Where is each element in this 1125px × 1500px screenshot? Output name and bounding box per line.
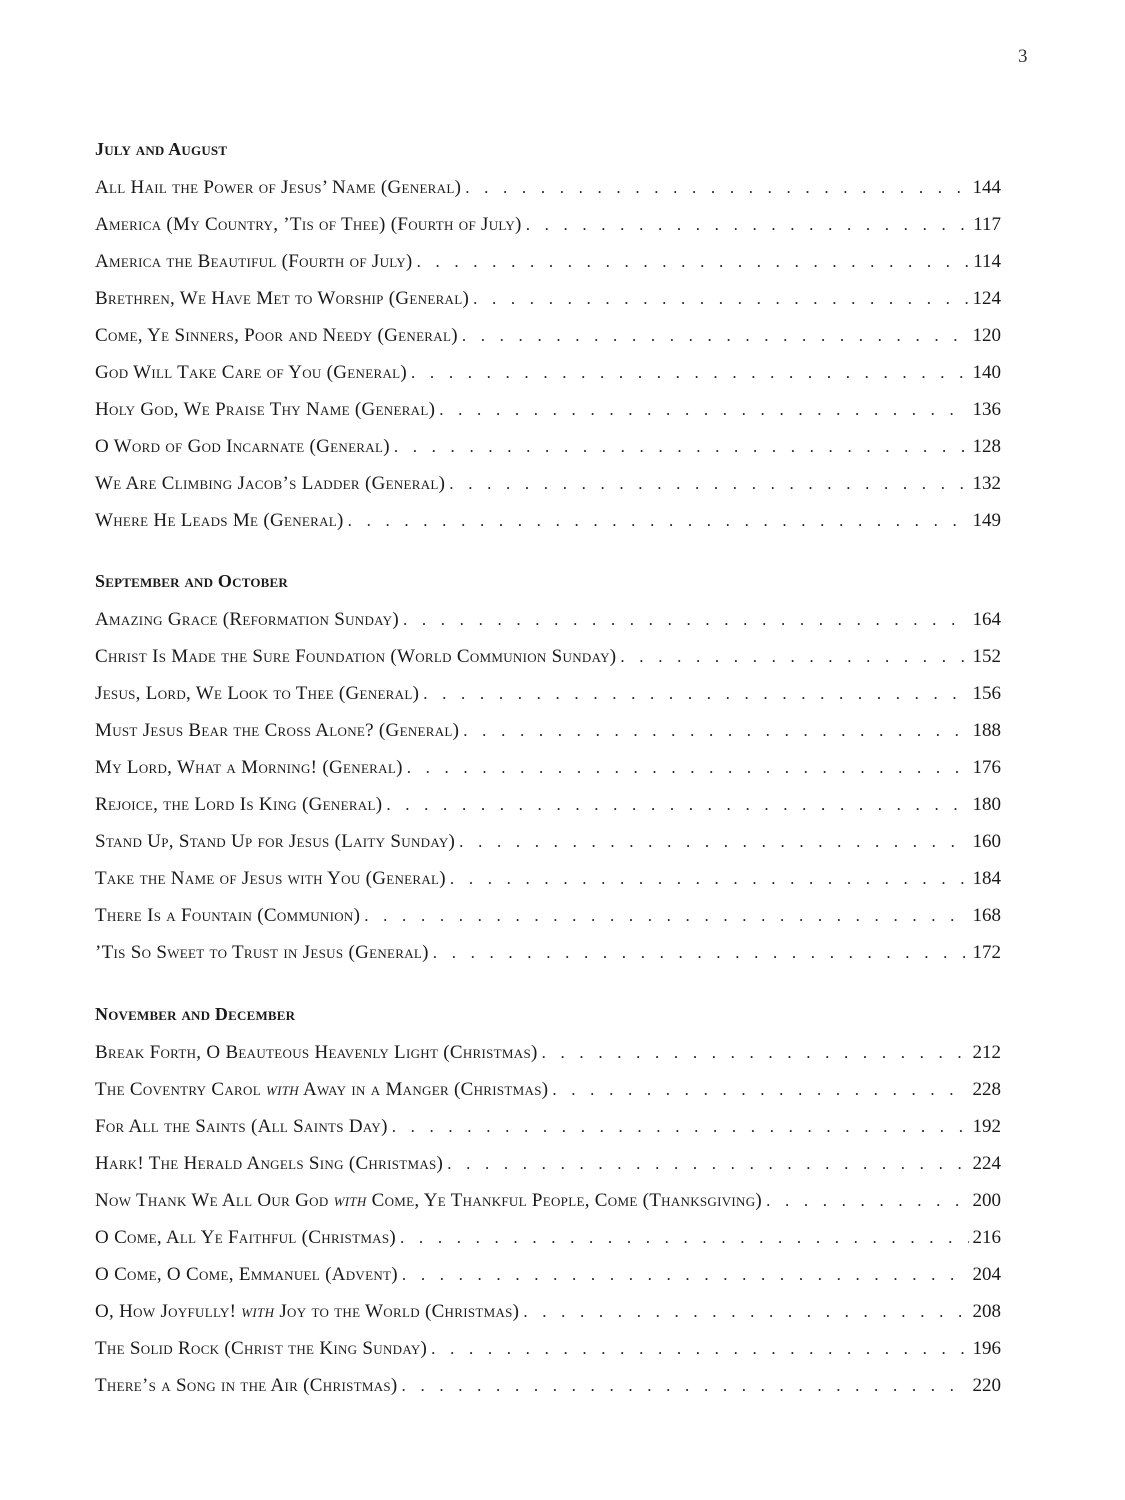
entry-title: [95, 753, 403, 783]
entry-page-number: 184: [972, 868, 1001, 889]
entry-title: [95, 321, 458, 351]
title-part: Stand Up, Stand Up for Jesus (Laity Sunday): [95, 831, 456, 852]
toc-entry: [95, 395, 1001, 432]
entry-list: [95, 173, 1001, 543]
entry-title: [95, 605, 399, 635]
entry-page-number: 144: [972, 177, 1001, 198]
title-part: We Are Climbing Jacob’s Ladder (General): [95, 473, 446, 494]
section-november-december: [95, 1001, 1001, 1408]
entry-title: [95, 1334, 427, 1364]
title-part: There’s a Song in the Air (Christmas): [95, 1375, 398, 1396]
section-heading: September and October: [95, 571, 288, 591]
toc-entry: [95, 321, 1001, 358]
title-part: Brethren, We Have Met to Worship (General): [95, 288, 470, 309]
entry-page-number: 152: [972, 646, 1001, 667]
entry-title: [95, 1297, 519, 1327]
dot-leader: [433, 938, 969, 968]
title-part: O Come, All Ye Faithful (Christmas): [95, 1227, 397, 1248]
entry-page-number: 216: [972, 1227, 1001, 1248]
toc-entry: [95, 210, 1001, 247]
title-part: Come, Ye Sinners, Poor and Needy (General): [95, 325, 458, 346]
dot-leader: [463, 716, 968, 746]
toc-entry: [95, 247, 1001, 284]
section-heading: July and August: [95, 139, 228, 159]
toc-entry: [95, 358, 1001, 395]
entry-title: [95, 642, 616, 672]
entry-page-number: 120: [972, 325, 1001, 346]
entry-page-number: 224: [972, 1153, 1001, 1174]
title-part: For All the Saints (All Saints Day): [95, 1116, 388, 1137]
entry-title: [95, 247, 413, 277]
title-part: All Hail the Power of Jesus’ Name (General): [95, 177, 462, 198]
dot-leader: [473, 284, 968, 314]
entry-list: [95, 1038, 1001, 1408]
toc-entry: [95, 1334, 1001, 1371]
entry-page-number: 164: [972, 609, 1001, 630]
toc-entry: [95, 605, 1001, 642]
entry-page-number: 149: [972, 510, 1001, 531]
toc-entry: [95, 469, 1001, 506]
entry-title: [95, 1260, 398, 1290]
entry-title: [95, 1149, 443, 1179]
with-connector: with: [333, 1190, 367, 1211]
entry-page-number: 228: [972, 1079, 1001, 1100]
title-part: There Is a Fountain (Communion): [95, 905, 361, 926]
entry-page-number: 176: [972, 757, 1001, 778]
title-part: Hark! The Herald Angels Sing (Christmas): [95, 1153, 444, 1174]
title-part: Where He Leads Me (General): [95, 510, 344, 531]
title-part: God Will Take Care of You (General): [95, 362, 408, 383]
entry-title: [95, 1186, 762, 1216]
entry-title: [95, 716, 459, 746]
toc-entry: [95, 679, 1001, 716]
dot-leader: [400, 1223, 968, 1253]
dot-leader: [423, 679, 968, 709]
toc-entry: [95, 1371, 1001, 1408]
dot-leader: [364, 901, 968, 931]
dot-leader: [620, 642, 968, 672]
dot-leader: [439, 395, 968, 425]
entry-title: [95, 679, 419, 709]
toc-entry: [95, 1112, 1001, 1149]
title-part: Holy God, We Praise Thy Name (General): [95, 399, 436, 420]
page-number: 3: [1018, 46, 1028, 67]
toc-entry: [95, 938, 1001, 975]
title-part: The Solid Rock (Christ the King Sunday): [95, 1338, 428, 1359]
title-part: Away in a Manger (Christmas): [299, 1079, 549, 1100]
entry-page-number: 172: [972, 942, 1001, 963]
toc-entry: [95, 1186, 1001, 1223]
dot-leader: [348, 506, 969, 536]
dot-leader: [447, 1149, 968, 1179]
dot-leader: [459, 827, 968, 857]
dot-leader: [450, 864, 969, 894]
title-part: The Coventry Carol: [95, 1079, 267, 1100]
entry-title: [95, 790, 382, 820]
toc-entry: [95, 753, 1001, 790]
dot-leader: [407, 753, 969, 783]
toc-entry: [95, 716, 1001, 753]
toc-entry: [95, 864, 1001, 901]
entry-page-number: 204: [972, 1264, 1001, 1285]
toc-entry: [95, 642, 1001, 679]
dot-leader: [526, 210, 970, 240]
toc-entry: [95, 1260, 1001, 1297]
with-connector: with: [266, 1079, 299, 1100]
entry-title: [95, 1223, 396, 1253]
title-part: America the Beautiful (Fourth of July): [95, 251, 413, 272]
entry-page-number: 114: [973, 251, 1001, 272]
entry-title: [95, 284, 469, 314]
entry-title: [95, 358, 407, 388]
dot-leader: [542, 1038, 969, 1068]
entry-page-number: 180: [972, 794, 1001, 815]
entry-list: [95, 605, 1001, 975]
entry-title: [95, 901, 360, 931]
entry-title: [95, 864, 446, 894]
entry-title: [95, 1112, 388, 1142]
entry-title: [95, 432, 390, 462]
dot-leader: [552, 1075, 968, 1105]
dot-leader: [462, 321, 969, 351]
dot-leader: [766, 1186, 968, 1216]
dot-leader: [386, 790, 968, 820]
title-part: O Come, O Come, Emmanuel (Advent): [95, 1264, 398, 1285]
entry-page-number: 136: [972, 399, 1001, 420]
toc-entry: [95, 901, 1001, 938]
dot-leader: [523, 1297, 968, 1327]
toc-entry: [95, 1038, 1001, 1075]
entry-page-number: 200: [972, 1190, 1001, 1211]
toc-entry: [95, 790, 1001, 827]
entry-page-number: 128: [972, 436, 1001, 457]
title-part: Amazing Grace (Reformation Sunday): [95, 609, 399, 630]
dot-leader: [411, 358, 968, 388]
title-part: Christ Is Made the Sure Foundation (World Communion Sunday): [95, 646, 617, 667]
dot-leader: [402, 1371, 969, 1401]
toc-entry: [95, 173, 1001, 210]
entry-page-number: 140: [972, 362, 1001, 383]
title-part: O Word of God Incarnate (General): [95, 436, 390, 457]
toc-entry: [95, 1297, 1001, 1334]
entry-page-number: 132: [972, 473, 1001, 494]
toc-entry: [95, 1223, 1001, 1260]
dot-leader: [392, 1112, 969, 1142]
entry-page-number: 156: [972, 683, 1001, 704]
title-part: America (My Country, ’Tis of Thee) (Fourth of July): [95, 214, 522, 235]
entry-page-number: 160: [972, 831, 1001, 852]
entry-title: [95, 938, 429, 968]
toc-entry: [95, 1149, 1001, 1186]
title-part: My Lord, What a Morning! (General): [95, 757, 403, 778]
entry-title: [95, 210, 522, 240]
entry-page-number: 188: [972, 720, 1001, 741]
title-part: ’Tis So Sweet to Trust in Jesus (General): [95, 942, 429, 963]
title-part: Come, Ye Thankful People, Come (Thanksgiving): [366, 1190, 763, 1211]
entry-page-number: 212: [972, 1042, 1001, 1063]
entry-page-number: 117: [973, 214, 1001, 235]
entry-title: [95, 1075, 548, 1105]
entry-page-number: 124: [972, 288, 1001, 309]
section-july-august: [95, 136, 1001, 543]
toc-entry: [95, 432, 1001, 469]
toc-entry: [95, 284, 1001, 321]
dot-leader: [403, 605, 969, 635]
dot-leader: [417, 247, 970, 277]
entry-page-number: 192: [972, 1116, 1001, 1137]
dot-leader: [465, 173, 968, 203]
title-part: Now Thank We All Our God: [95, 1190, 334, 1211]
entry-title: [95, 173, 461, 203]
entry-title: [95, 827, 455, 857]
entry-title: [95, 1038, 538, 1068]
entry-title: [95, 506, 344, 536]
entry-title: [95, 395, 435, 425]
toc-entry: [95, 1075, 1001, 1112]
dot-leader: [431, 1334, 968, 1364]
dot-leader: [394, 432, 969, 462]
with-connector: with: [241, 1301, 275, 1322]
toc-entry: [95, 506, 1001, 543]
entry-page-number: 168: [972, 905, 1001, 926]
title-part: Break Forth, O Beauteous Heavenly Light (Christmas): [95, 1042, 538, 1063]
entry-title: [95, 469, 445, 499]
title-part: Must Jesus Bear the Cross Alone? (General): [95, 720, 460, 741]
title-part: Rejoice, the Lord Is King (General): [95, 794, 383, 815]
title-part: O, How Joyfully!: [95, 1301, 242, 1322]
entry-page-number: 196: [972, 1338, 1001, 1359]
dot-leader: [449, 469, 968, 499]
section-september-october: [95, 568, 1001, 975]
section-heading: November and December: [95, 1004, 296, 1024]
title-part: Jesus, Lord, We Look to Thee (General): [95, 683, 420, 704]
entry-title: [95, 1371, 398, 1401]
title-part: Joy to the World (Christmas): [274, 1301, 520, 1322]
entry-page-number: 208: [972, 1301, 1001, 1322]
dot-leader: [402, 1260, 969, 1290]
entry-page-number: 220: [972, 1375, 1001, 1396]
toc-entry: [95, 827, 1001, 864]
title-part: Take the Name of Jesus with You (General): [95, 868, 446, 889]
